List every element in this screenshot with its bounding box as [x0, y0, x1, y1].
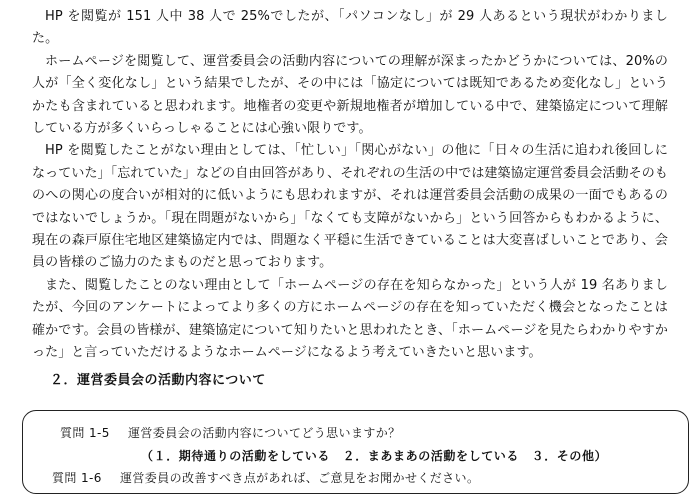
question-1-5 — [60, 425, 401, 441]
question-1-6 — [52, 470, 479, 486]
question-options: （１．期待通りの活動をしている ２．まあまあの活動をしている ３．その他） — [141, 449, 608, 463]
body-text — [32, 6, 668, 365]
question-text: 運営委員の改善すべき点があれば、ご意見をお聞かせください。 — [120, 471, 480, 485]
question-number: 質問 1-6 — [52, 471, 102, 485]
paragraph-reasons-not-viewed: HP を閲覧したことがない理由としては、「忙しい」「関心がない」の他に「日々の生活に追われ後回しになっていた」「忘れていた」などの自由回答があり、それぞれの生活の中では建築協定運営委員会活動そのものへの関心の度合いが相対的に低いようにも思われますが、それは運営委員会活動の成果の一面でもあるのではないでしょうか。「現在問題がないから」「なくても支障がないから」という回答からもわかるように、現在の森戸原住宅地区建築協定内では、問題なく平穏に生活できていることは大変喜ばしいことであり、会員の皆様のご協力のたまものだと思っております。 — [32, 143, 668, 271]
question-box — [22, 410, 689, 494]
paragraph-hp-views: HP を閲覧が 151 人中 38 人で 25%でしたが、「パソコンなし」が 29 人あるという現状がわかりました。 — [32, 9, 668, 47]
question-number: 質問 1-5 — [60, 426, 110, 440]
paragraph-understanding: ホームページを閲覧して、運営委員会の活動内容についての理解が深まったかどうかについては、20%の人が「全く変化なし」という結果でしたが、その中には「協定については既知であるため変化なし」というかたも含まれていると思われます。地権者の変更や新規地権者が増加している中で、建築協定について理解している方が多くいらっしゃることには心強い限りです。 — [32, 53, 668, 137]
paragraph-homepage-awareness: また、閲覧したことのない理由として「ホームページの存在を知らなかった」という人が 19 名ありましたが、今回のアンケートによってより多くの方にホームページの存在を知っていただく機会となったことは確かです。会員の皆様が、建築協定について知りたいと思われたとき、「ホームページを見たらわかりやすかった」と言っていただけるようなホームページになるよう考えていきたいと思います。 — [32, 277, 668, 361]
question-text: 運営委員会の活動内容についてどう思いますか？ — [128, 426, 401, 440]
section-heading: ２．運営委員会の活動内容について — [50, 373, 266, 388]
